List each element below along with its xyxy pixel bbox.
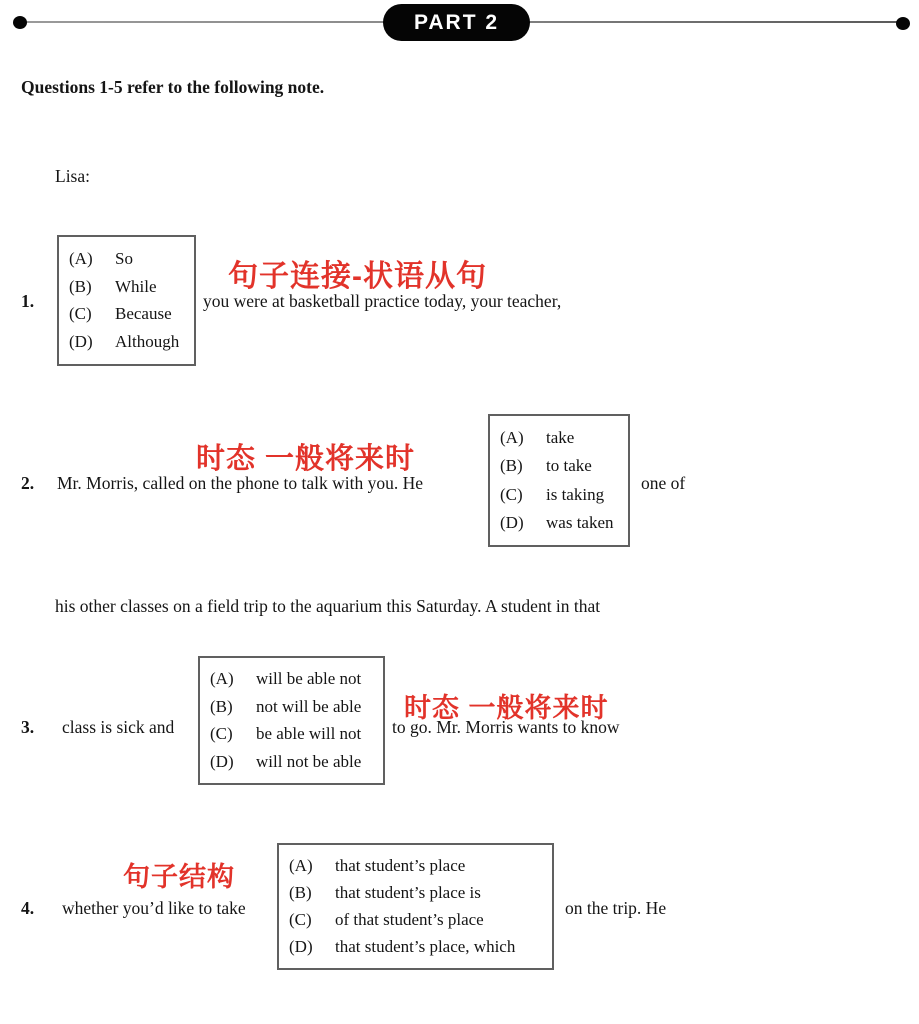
option-text: was taken [546,512,614,532]
question-4-text-before: whether you’d like to take [62,898,246,918]
bullet-dot-left [13,16,27,29]
option-letter: (C) [69,304,92,324]
option-row [210,669,373,689]
option-row [69,332,184,352]
option-letter: (B) [289,883,312,902]
option-row [289,910,542,930]
question-2-number: 2. [21,473,35,493]
option-letter: (C) [210,724,233,744]
option-row [500,485,618,505]
question-2-text-before: Mr. Morris, called on the phone to talk with you. He [57,473,423,493]
question-4-text-after: on the trip. He [565,898,667,918]
option-row [210,724,373,744]
question-3-text-after: to go. Mr. Morris wants to know [392,717,620,737]
option-row [289,856,542,876]
question-2-annotation: 时态 一般将来时 [196,443,416,475]
option-letter: (B) [210,696,233,716]
option-letter: (A) [69,248,93,268]
option-letter: (D) [289,937,313,956]
option-text: is taking [546,484,605,504]
option-row [500,456,618,476]
option-text: not will be able [256,696,362,716]
option-row [500,428,618,448]
note-continuation-line: his other classes on a field trip to the aquarium this Saturday. A student in that [55,596,601,616]
question-4-annotation: 句子结构 [123,862,235,892]
option-text: to take [546,456,592,476]
option-letter: (C) [289,910,312,929]
note-salutation: Lisa: [55,166,90,186]
option-text: will be able not [256,669,362,689]
option-text: be able will not [256,724,362,744]
option-row [500,513,618,533]
option-letter: (D) [500,512,524,532]
option-text: of that student’s place [335,910,484,929]
question-3-annotation: 时态 一般将来时 [404,693,609,723]
option-letter: (B) [500,456,523,476]
option-row [69,277,184,297]
option-letter: (A) [210,669,234,689]
option-letter: (B) [69,276,92,296]
bullet-dot-right [896,17,910,30]
question-1-number: 1. [21,291,35,311]
question-1-annotation: 句子连接-状语从句 [228,260,487,293]
question-2-options-box [488,414,630,547]
option-row [210,752,373,772]
option-text: that student’s place [335,856,466,875]
option-row [289,883,542,903]
option-row [289,937,542,957]
option-letter: (D) [210,751,234,771]
option-row [69,249,184,269]
question-1-text-after: you were at basketball practice today, your teacher, [203,291,562,311]
question-3-options-box [198,656,385,785]
option-text: will not be able [256,751,362,771]
option-row [210,697,373,717]
question-4-options-box [277,843,554,970]
option-text: While [115,276,157,296]
option-text: Because [115,304,172,324]
option-letter: (A) [500,428,524,448]
option-letter: (A) [289,856,313,875]
question-3-number: 3. [21,717,35,737]
question-2-text-after: one of [641,473,686,493]
option-row [69,304,184,324]
option-text: that student’s place, which [335,937,516,956]
option-text: Although [115,332,180,352]
part-badge-label: PART 2 [413,10,500,34]
option-text: So [115,248,133,268]
question-3-text-before: class is sick and [62,717,175,737]
option-text: that student’s place is [335,883,481,902]
option-text: take [546,428,575,448]
option-letter: (D) [69,332,93,352]
section-heading: Questions 1-5 refer to the following note. [21,77,325,97]
question-4-number: 4. [21,898,35,918]
question-1-options-box [57,235,196,366]
part-badge [383,4,530,41]
option-letter: (C) [500,484,523,504]
